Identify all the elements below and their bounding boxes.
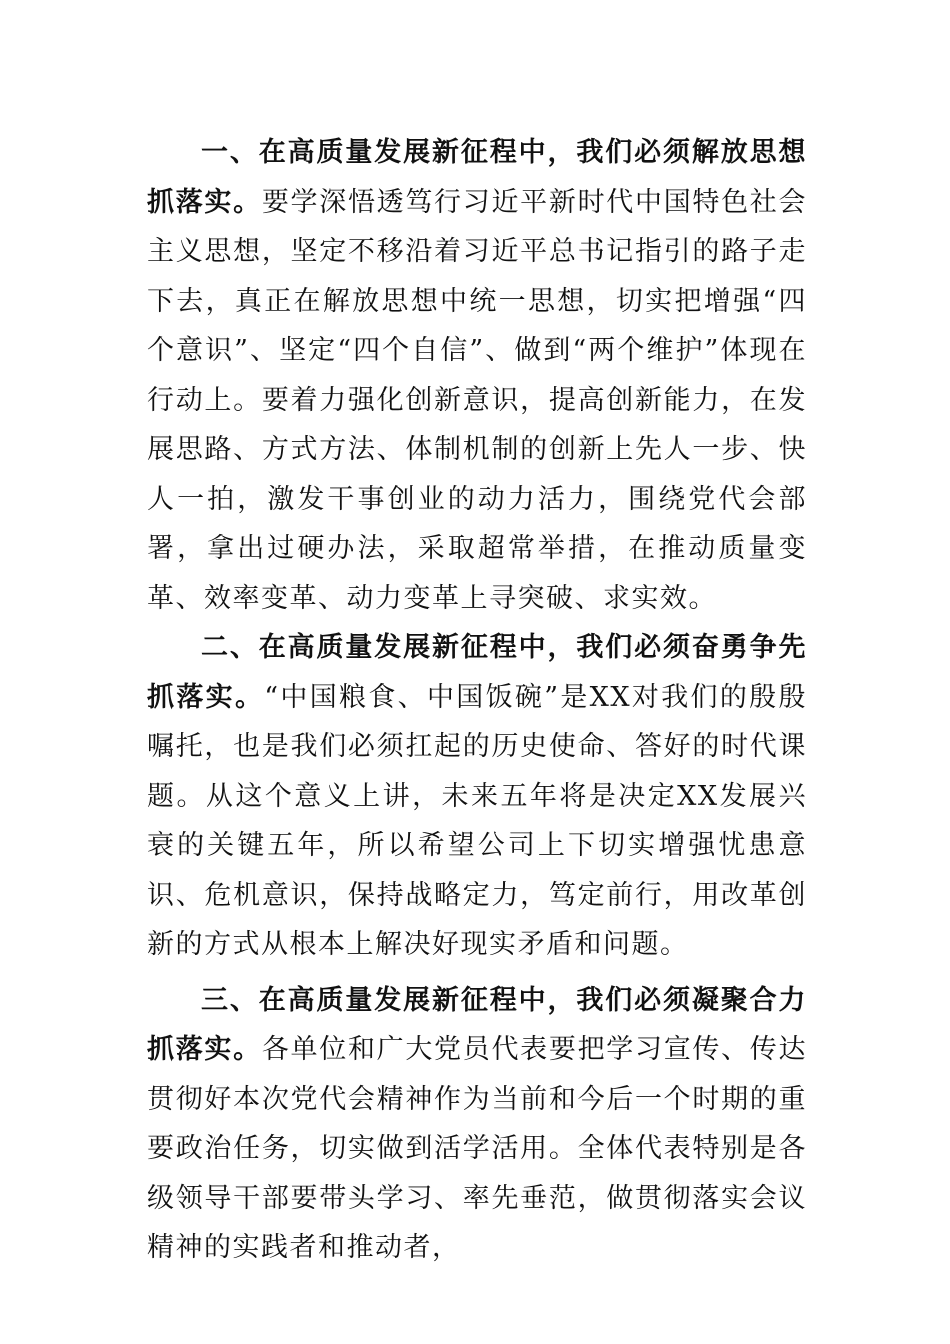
paragraph-2-body: “中国粮食、中国饭碗”是XX对我们的殷殷嘱托，也是我们必须扛起的历史使命、答好的时代课题。从这个意义上讲，未来五年将是决定XX发展兴衰的关键五年，所以希望公司上下切实增强忧患意识、危机意识，保持战略定力，笃定前行，用改革创新的方式从根本上解决好现实矛盾和问题。	[147, 681, 807, 960]
document-body	[147, 128, 807, 1273]
paragraph-3	[147, 976, 807, 1273]
paragraph-1-body: 要学深悟透笃行习近平新时代中国特色社会主义思想，坚定不移沿着习近平总书记指引的路子走下去，真正在解放思想中统一思想，切实把增强“四个意识”、坚定“四个自信”、做到“两个维护”体现在行动上。要着力强化创新意识，提高创新能力，在发展思路、方式方法、体制机制的创新上先人一步、快人一拍，激发干事创业的动力活力，围绕党代会部署，拿出过硬办法，采取超常举措，在推动质量变革、效率变革、动力变革上寻突破、求实效。	[147, 186, 808, 614]
paragraph-2	[147, 623, 807, 970]
paragraph-2-heading: 二、在高质量发展新征程中，我们必须奋勇争先抓落实。	[147, 632, 807, 713]
paragraph-3-heading: 三、在高质量发展新征程中，我们必须凝聚合力抓落实。	[147, 984, 807, 1065]
paragraph-1-heading: 一、在高质量发展新征程中，我们必须解放思想抓落实。	[147, 137, 807, 218]
paragraph-3-body: 各单位和广大党员代表要把学习宣传、传达贯彻好本次党代会精神作为当前和今后一个时期的重要政治任务，切实做到活学活用。全体代表特别是各级领导干部要带头学习、率先垂范，做贯彻落实会议精神的实践者和推动者，	[147, 1034, 808, 1263]
paragraph-1	[147, 128, 807, 623]
